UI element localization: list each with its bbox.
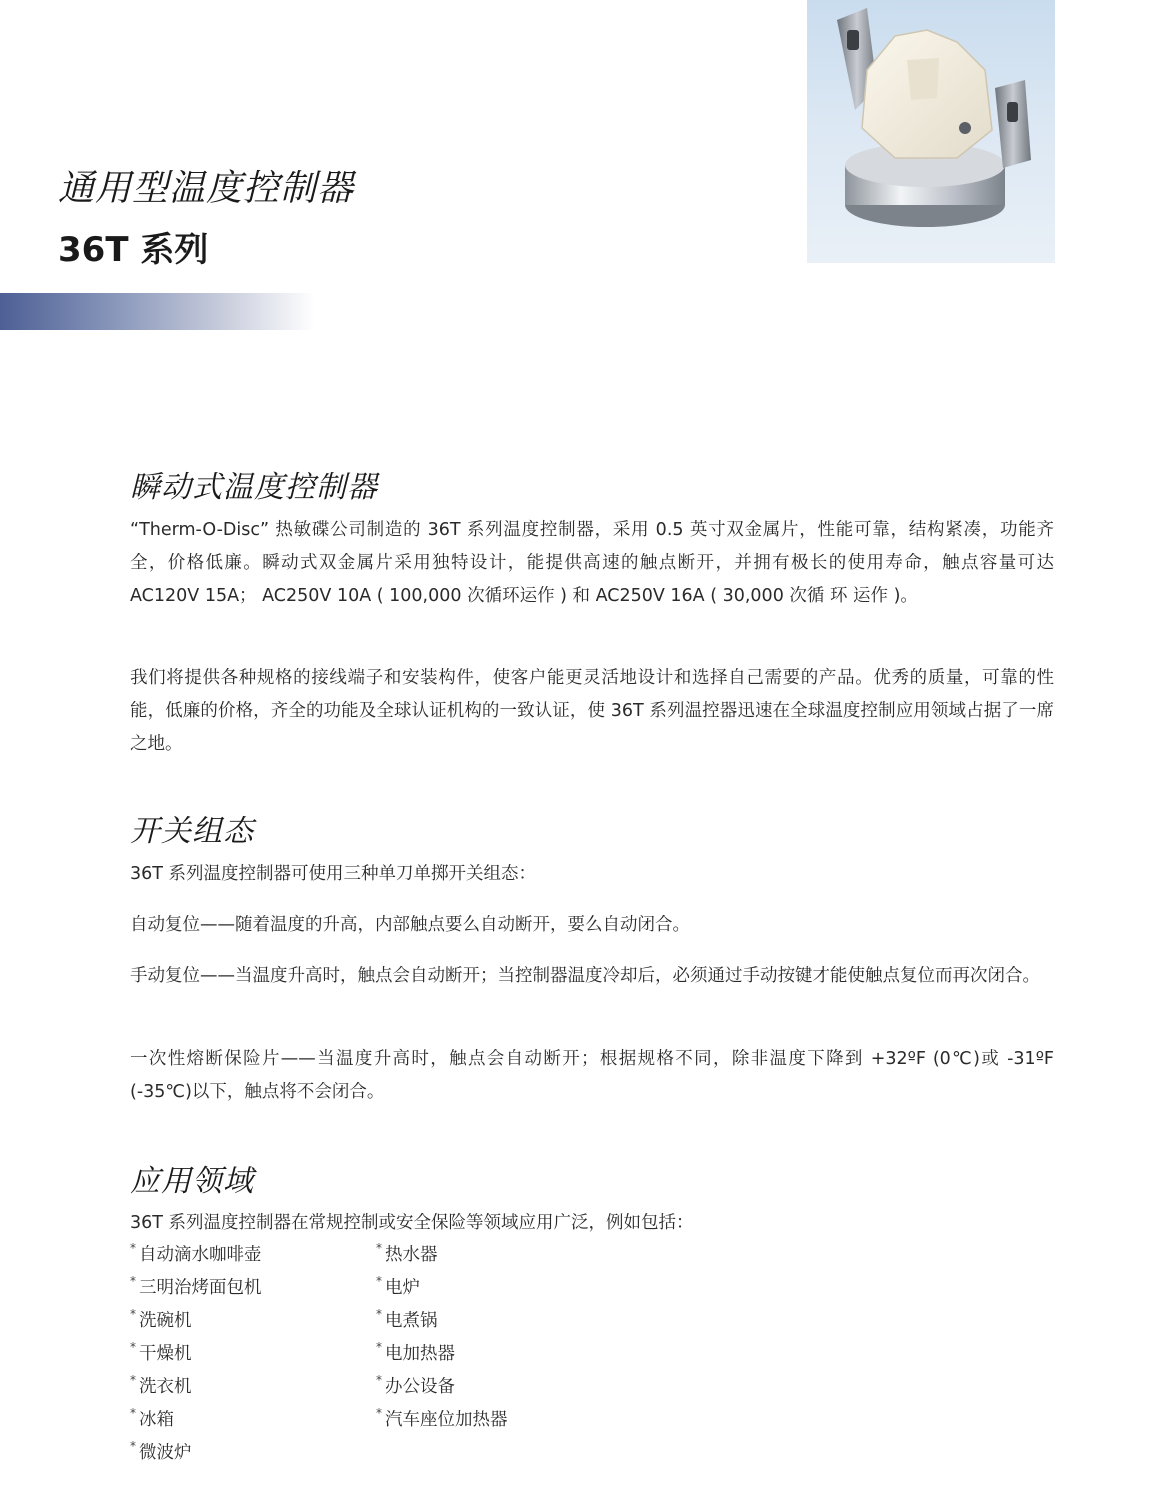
bullet-icon: *	[130, 1340, 136, 1354]
switch-config-intro: 36T 系列温度控制器可使用三种单刀单掷开关组态：	[130, 864, 537, 884]
snap-action-paragraph-1: “Therm-O-Disc” 热敏碟公司制造的 36T 系列温度控制器，采用 0.5 英寸双金属片，性能可靠，结构紧凑，功能齐全，价格低廉。瞬动式双金属片采用独特设计，能提供高速的触点断开，并拥有极长的使用寿命，触点容量可达 AC120V 15A； AC250V 10A ( 100,000 次循环运作 ) 和 AC250V 16A ( 30,000 次循 环 运作 )。	[130, 520, 1054, 606]
bullet-icon: *	[130, 1307, 136, 1321]
applications-list-left	[130, 1241, 262, 1472]
bullet-icon: *	[130, 1373, 136, 1387]
bullet-icon: *	[376, 1373, 382, 1387]
bullet-icon: *	[376, 1274, 382, 1288]
applications-intro: 36T 系列温度控制器在常规控制或安全保险等领域应用广泛，例如包括：	[130, 1213, 694, 1233]
series-title: 36T 系列	[58, 230, 209, 270]
list-item: * 汽车座位加热器	[376, 1406, 508, 1430]
bullet-icon: *	[130, 1241, 136, 1255]
bullet-icon: *	[130, 1274, 136, 1288]
snap-action-paragraph-2: 我们将提供各种规格的接线端子和安装构件，使客户能更灵活地设计和选择自己需要的产品。优秀的质量，可靠的性能，低廉的价格，齐全的功能及全球认证机构的一致认证，使 36T 系列温控器迅速在全球温度控制应用领域占据了一席之地。	[130, 668, 1054, 754]
page-title: 通用型温度控制器	[58, 168, 355, 209]
applications-heading: 应用领域	[130, 1164, 254, 1199]
switch-config-heading: 开关组态	[130, 814, 254, 849]
snap-action-heading: 瞬动式温度控制器	[130, 470, 378, 505]
bullet-icon: *	[130, 1406, 136, 1420]
thermostat-illustration	[807, 0, 1055, 263]
product-photo	[807, 0, 1055, 263]
bullet-icon: *	[130, 1439, 136, 1453]
list-item: * 自动滴水咖啡壶	[130, 1241, 262, 1265]
auto-reset-text: 自动复位——随着温度的升高，内部触点要么自动断开，要么自动闭合。	[130, 915, 690, 935]
list-item: * 热水器	[376, 1241, 438, 1265]
decorative-gradient-bar	[0, 293, 315, 330]
bullet-icon: *	[376, 1241, 382, 1255]
list-item: * 电煮锅	[376, 1307, 438, 1331]
list-item: * 干燥机	[130, 1340, 192, 1364]
list-item: * 冰箱	[130, 1406, 174, 1430]
list-item: * 洗衣机	[130, 1373, 192, 1397]
list-item: * 洗碗机	[130, 1307, 192, 1331]
manual-reset-text: 手动复位——当温度升高时，触点会自动断开；当控制器温度冷却后，必须通过手动按键才能使触点复位而再次闭合。	[130, 966, 1040, 986]
bullet-icon: *	[376, 1406, 382, 1420]
list-item: * 电加热器	[376, 1340, 455, 1364]
list-item: * 办公设备	[376, 1373, 455, 1397]
bullet-icon: *	[376, 1307, 382, 1321]
applications-list-right	[376, 1241, 508, 1439]
list-item: * 三明治烤面包机	[130, 1274, 262, 1298]
list-item: * 电炉	[376, 1274, 420, 1298]
list-item: * 微波炉	[130, 1439, 192, 1463]
one-shot-text: 一次性熔断保险片——当温度升高时，触点会自动断开；根据规格不同，除非温度下降到 +32ºF (0℃)或 -31ºF (-35℃)以下，触点将不会闭合。	[130, 1049, 1054, 1102]
bullet-icon: *	[376, 1340, 382, 1354]
